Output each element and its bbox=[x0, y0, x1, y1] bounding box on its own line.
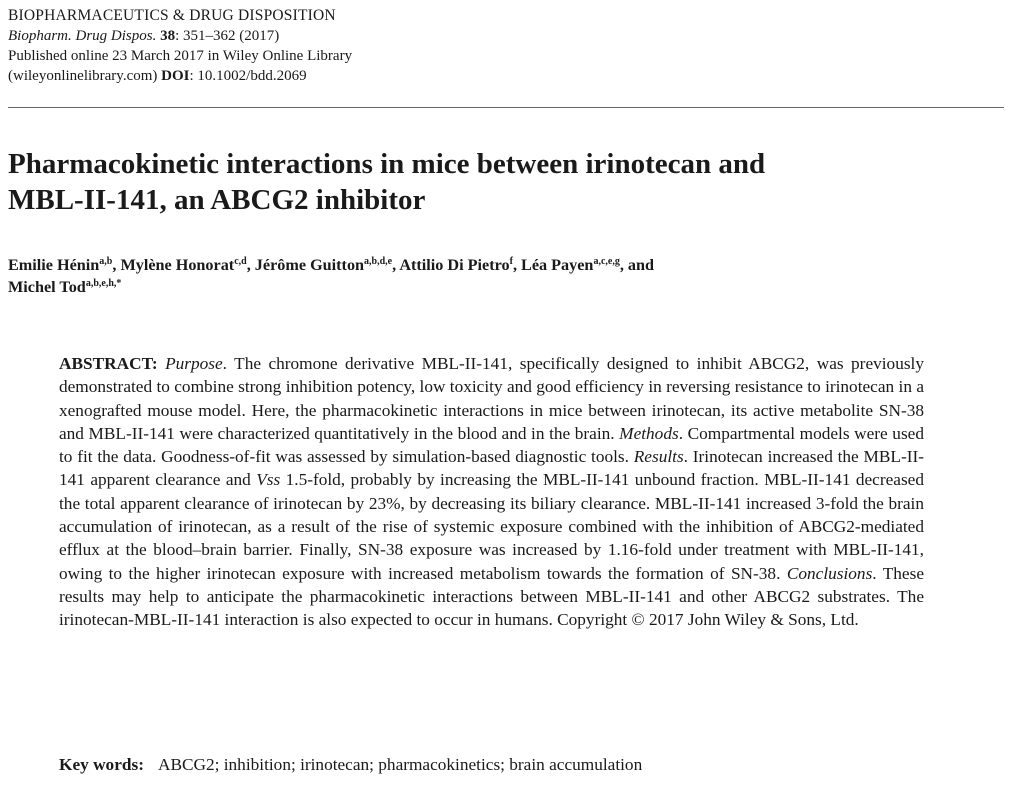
author-separator: , bbox=[246, 256, 255, 274]
methods-label: Methods bbox=[619, 423, 679, 443]
journal-header bbox=[8, 6, 608, 86]
citation-pages: : 351–362 (2017) bbox=[175, 28, 280, 44]
author-2-name[interactable]: Mylène Honorat bbox=[120, 256, 235, 274]
methods-text: . Compartmental models were used to fit the data. Goodness-of-fit was assessed by simulation-based diagnostic tools. bbox=[59, 423, 924, 467]
conclusions-text: . These results may help to anticipate the pharmacokinetic interactions between MBL-II-141 and other ABCG2 substrates. The irinotecan-MBL-II-141 interaction is also expected to occur in humans. Copyright © 2017 John Wiley & Sons, Ltd. bbox=[59, 563, 924, 630]
author-1-affiliation: a,b bbox=[99, 256, 113, 267]
author-separator: , bbox=[112, 256, 121, 274]
site-link[interactable]: (wileyonlinelibrary.com) bbox=[8, 68, 158, 84]
citation-line bbox=[8, 26, 608, 46]
author-4-name[interactable]: Attilio Di Pietro bbox=[399, 256, 510, 274]
author-3-name[interactable]: Jérôme Guitton bbox=[254, 256, 365, 274]
keywords bbox=[59, 753, 959, 777]
results-text-b: 1.5-fold, probably by increasing the MBL-II-141 unbound fraction. MBL-II-141 decreased the total apparent clearance of irinotecan by 23%, by decreasing its biliary clearance. MBL-II-141 increased 3-fold the brain accumulation of irinotecan, as a result of the rise of systemic exposure combined with the inhibition of ABCG2-mediated efflux at the blood–brain barrier. Finally, SN-38 exposure was increased by 1.16-fold under treatment with MBL-II-141, owing to the higher irinotecan exposure with increased metabolism towards the formation of SN-38. bbox=[59, 470, 924, 583]
results-label: Results bbox=[633, 447, 684, 467]
author-separator: , and bbox=[619, 256, 655, 274]
abstract-label: ABSTRACT: bbox=[59, 354, 158, 373]
keywords-label: Key words: bbox=[59, 755, 144, 774]
author-6-affiliation: a,b,e,h,* bbox=[85, 278, 122, 289]
author-6-name[interactable]: Michel Tod bbox=[8, 278, 86, 296]
author-5-name[interactable]: Léa Payen bbox=[521, 256, 594, 274]
author-4-affiliation: f bbox=[509, 256, 513, 267]
published-line: Published online 23 March 2017 in Wiley Online Library bbox=[8, 48, 353, 64]
keywords-text: ABCG2; inhibition; irinotecan; pharmacokinetics; brain accumulation bbox=[157, 755, 643, 774]
header-divider bbox=[8, 107, 1004, 108]
purpose-label: Purpose bbox=[165, 354, 223, 373]
doi-line bbox=[8, 66, 608, 86]
author-list bbox=[8, 254, 1008, 298]
author-3-affiliation: a,b,d,e bbox=[364, 256, 393, 267]
author-1-name[interactable]: Emilie Hénin bbox=[8, 256, 100, 274]
conclusions-label: Conclusions bbox=[786, 563, 873, 583]
citation-volume: 38 bbox=[160, 28, 176, 44]
title-line-2: MBL-II-141, an ABCG2 inhibitor bbox=[8, 184, 426, 216]
citation-journal: Biopharm. Drug Dispos. bbox=[8, 28, 157, 44]
journal-name: BIOPHARMACEUTICS & DRUG DISPOSITION bbox=[8, 7, 336, 24]
author-separator: , bbox=[512, 256, 522, 274]
author-separator: , bbox=[392, 256, 400, 274]
article-title bbox=[8, 146, 1008, 218]
title-line-1: Pharmacokinetic interactions in mice between irinotecan and bbox=[8, 148, 766, 180]
author-5-affiliation: a,c,e,g bbox=[593, 256, 620, 267]
abstract bbox=[59, 352, 924, 632]
doi-label: DOI bbox=[161, 68, 190, 84]
results-text-a: . Irinotecan increased the MBL-II-141 apparent clearance and bbox=[59, 447, 924, 490]
doi-value[interactable]: : 10.1002/bdd.2069 bbox=[189, 68, 307, 84]
results-vss: Vss bbox=[256, 470, 281, 490]
purpose-text: . The chromone derivative MBL-II-141, specifically designed to inhibit ABCG2, was previously demonstrated to combine strong inhibition potency, low toxicity and good efficiency in reversing resistance to irinotecan in a xenografted mouse model. Here, the pharmacokinetic interactions in mice between irinotecan, its active metabolite SN-38 and MBL-II-141 were characterized quantitatively in the blood and in the brain. bbox=[59, 354, 925, 443]
author-2-affiliation: c,d bbox=[234, 256, 247, 267]
